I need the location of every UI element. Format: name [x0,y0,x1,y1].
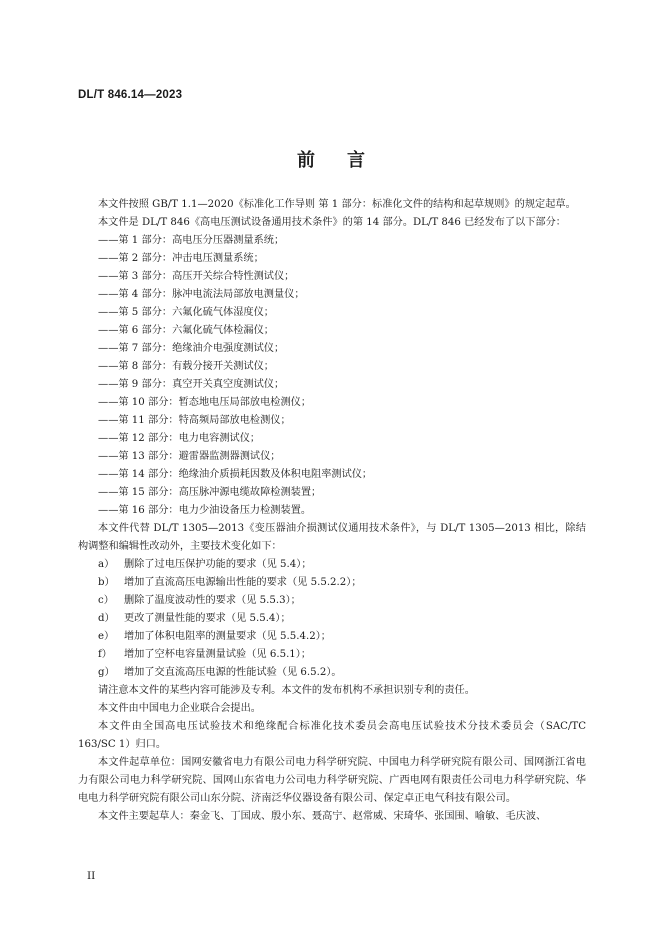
changes-list [78,556,586,682]
drafting-units-paragraph: 本文件起草单位：国网安徽省电力有限公司电力科学研究院、中国电力科学研究院有限公司、国网浙江省电力有限公司电力科学研究院、国网山东省电力公司电力科学研究院、广西电网有限责任公司电力科学研究院、华电电力科学研究院有限公司山东分院、济南泛华仪器设备有限公司、保定卓正电气科技有限公司。 [78,757,586,804]
change-item [78,592,586,610]
change-text: 更改了测量性能的要求（见 5.5.4）； [124,613,291,624]
intro-paragraph: 本文件按照 GB/T 1.1—2020《标准化工作导则 第 1 部分：标准化文件的结构和起草规则》的规定起草。 [98,199,576,210]
change-letter: a） [98,559,115,570]
change-text: 增加了交直流高压电源的性能试验（见 6.5.2）。 [124,667,342,678]
intro-paragraph: 本文件是 DL/T 846《高电压测试设备通用技术条件》的第 14 部分。DL/T 846 已经发布了以下部分： [98,217,566,228]
change-text: 增加了体积电阻率的测量要求（见 5.5.4.2）； [124,631,331,642]
list-item: ——第 4 部分：脉冲电流法局部放电测量仪； [98,289,305,300]
change-letter: c） [98,595,114,606]
list-item: ——第 7 部分：绝缘油介电强度测试仪； [98,343,285,354]
patent-notice: 请注意本文件的某些内容可能涉及专利。本文件的发布机构不承担识别专利的责任。 [98,685,475,696]
drafters-paragraph: 本文件主要起草人：秦金飞、丁国成、殷小东、聂高宁、赵常威、宋琦华、张国围、喻敏、毛庆波、 [98,811,547,822]
list-item: ——第 5 部分：六氟化硫气体湿度仪； [98,307,274,318]
change-item [78,556,586,574]
list-item: ——第 10 部分：暂态地电压局部放电检测仪； [98,397,312,408]
list-item: ——第 12 部分：电力电容测试仪； [98,433,261,444]
parts-list [78,232,586,520]
replacement-paragraph: 本文件代替 DL/T 1305—2013《变压器油介损测试仪通用技术条件》，与 DL/T 1305—2013 相比，除结构调整和编辑性改动外，主要技术变化如下： [78,523,586,552]
proposer-paragraph: 本文件由中国电力企业联合会提出。 [98,703,261,714]
standard-code-header: DL/T 846.14—2023 [78,89,183,101]
change-text: 增加了空杯电容量测量试验（见 6.5.1）； [124,649,312,660]
change-letter: b） [98,577,115,588]
page-title: 前言 [297,150,397,171]
change-item [78,574,586,592]
list-item: ——第 8 部分：有载分接开关测试仪； [98,361,274,372]
list-item: ——第 1 部分：高电压分压器测量系统； [98,235,285,246]
change-text: 增加了直流高压电源输出性能的要求（见 5.5.2.2）； [124,577,362,588]
change-item [78,646,586,664]
committee-paragraph: 本文件由全国高电压试验技术和绝缘配合标准化技术委员会高电压试验技术分技术委员会（SAC/TC 163/SC 1）归口。 [78,721,586,750]
foreword-body [78,196,586,826]
change-letter: f） [98,649,112,660]
change-text: 删除了温度波动性的要求（见 5.5.3）； [124,595,301,606]
change-item [78,664,586,682]
list-item: ——第 6 部分：六氟化硫气体检漏仪； [98,325,274,336]
change-letter: e） [98,631,115,642]
list-item: ——第 9 部分：真空开关真空度测试仪； [98,379,285,390]
list-item: ——第 11 部分：特高频局部放电检测仪； [98,415,291,426]
change-item [78,610,586,628]
change-letter: g） [98,667,115,678]
list-item: ——第 3 部分：高压开关综合特性测试仪； [98,271,295,282]
list-item: ——第 14 部分：绝缘油介质损耗因数及体积电阻率测试仪； [98,469,373,480]
list-item: ——第 2 部分：冲击电压测量系统； [98,253,264,264]
list-item: ——第 15 部分：高压脉冲源电缆故障检测装置； [98,487,322,498]
change-letter: d） [98,613,115,624]
change-text: 删除了过电压保护功能的要求（见 5.4）； [124,559,312,570]
page-number: II [87,870,96,882]
change-item [78,628,586,646]
list-item: ——第 16 部分：电力少油设备压力检测装置。 [98,505,312,516]
list-item: ——第 13 部分：避雷器监测器测试仪； [98,451,281,462]
